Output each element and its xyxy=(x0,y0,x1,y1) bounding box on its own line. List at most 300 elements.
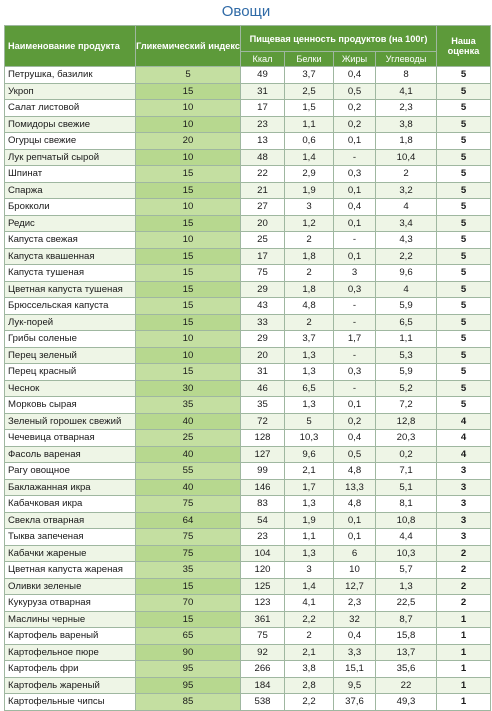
cell-carbs: 5,7 xyxy=(376,562,437,579)
cell-fat: 0,2 xyxy=(334,116,376,133)
cell-fat: 0,1 xyxy=(334,512,376,529)
cell-protein: 1,2 xyxy=(285,215,334,232)
cell-carbs: 20,3 xyxy=(376,430,437,447)
cell-score: 5 xyxy=(437,149,491,166)
cell-score: 2 xyxy=(437,545,491,562)
cell-gi: 95 xyxy=(136,677,241,694)
cell-name: Картофель вареный xyxy=(5,628,136,645)
cell-carbs: 13,7 xyxy=(376,644,437,661)
cell-carbs: 1,3 xyxy=(376,578,437,595)
cell-protein: 6,5 xyxy=(285,380,334,397)
cell-score: 5 xyxy=(437,331,491,348)
cell-protein: 4,8 xyxy=(285,298,334,315)
table-row xyxy=(5,364,491,381)
cell-score: 2 xyxy=(437,578,491,595)
cell-kcal: 92 xyxy=(241,644,285,661)
cell-name: Картофель фри xyxy=(5,661,136,678)
cell-carbs: 9,6 xyxy=(376,265,437,282)
cell-gi: 90 xyxy=(136,644,241,661)
cell-protein: 2,1 xyxy=(285,463,334,480)
cell-name: Редис xyxy=(5,215,136,232)
cell-name: Чеснок xyxy=(5,380,136,397)
table-row xyxy=(5,116,491,133)
cell-kcal: 22 xyxy=(241,166,285,183)
cell-kcal: 33 xyxy=(241,314,285,331)
cell-carbs: 5,2 xyxy=(376,380,437,397)
cell-kcal: 123 xyxy=(241,595,285,612)
cell-protein: 1,3 xyxy=(285,364,334,381)
cell-fat: 0,2 xyxy=(334,100,376,117)
cell-score: 3 xyxy=(437,529,491,546)
cell-protein: 4,1 xyxy=(285,595,334,612)
cell-protein: 1,9 xyxy=(285,182,334,199)
table-row xyxy=(5,578,491,595)
cell-gi: 15 xyxy=(136,611,241,628)
cell-gi: 95 xyxy=(136,661,241,678)
cell-name: Картофель жареный xyxy=(5,677,136,694)
cell-gi: 10 xyxy=(136,149,241,166)
cell-gi: 10 xyxy=(136,116,241,133)
cell-name: Картофельные чипсы xyxy=(5,694,136,711)
cell-name: Морковь сырая xyxy=(5,397,136,414)
cell-fat: 0,3 xyxy=(334,364,376,381)
cell-kcal: 31 xyxy=(241,364,285,381)
cell-gi: 15 xyxy=(136,314,241,331)
cell-name: Шпинат xyxy=(5,166,136,183)
cell-protein: 3,7 xyxy=(285,331,334,348)
table-row xyxy=(5,265,491,282)
cell-name: Маслины черные xyxy=(5,611,136,628)
cell-name: Картофельное пюре xyxy=(5,644,136,661)
cell-fat: 10 xyxy=(334,562,376,579)
table-row xyxy=(5,199,491,216)
cell-score: 3 xyxy=(437,496,491,513)
cell-kcal: 17 xyxy=(241,248,285,265)
header-gi: Гликемический индекс xyxy=(136,26,241,67)
table-row xyxy=(5,496,491,513)
cell-protein: 2,1 xyxy=(285,644,334,661)
cell-score: 5 xyxy=(437,166,491,183)
cell-score: 2 xyxy=(437,562,491,579)
cell-name: Огурцы свежие xyxy=(5,133,136,150)
cell-kcal: 29 xyxy=(241,281,285,298)
cell-gi: 5 xyxy=(136,67,241,84)
cell-carbs: 8 xyxy=(376,67,437,84)
cell-fat: 0,5 xyxy=(334,446,376,463)
cell-name: Лук-порей xyxy=(5,314,136,331)
cell-score: 1 xyxy=(437,677,491,694)
cell-carbs: 5,9 xyxy=(376,298,437,315)
cell-gi: 40 xyxy=(136,479,241,496)
cell-carbs: 4,3 xyxy=(376,232,437,249)
cell-score: 5 xyxy=(437,347,491,364)
cell-name: Петрушка, базилик xyxy=(5,67,136,84)
cell-protein: 1,7 xyxy=(285,479,334,496)
cell-kcal: 75 xyxy=(241,628,285,645)
cell-carbs: 2,3 xyxy=(376,100,437,117)
cell-kcal: 538 xyxy=(241,694,285,711)
cell-gi: 10 xyxy=(136,232,241,249)
cell-gi: 64 xyxy=(136,512,241,529)
table-row xyxy=(5,397,491,414)
cell-score: 5 xyxy=(437,83,491,100)
cell-fat: 37,6 xyxy=(334,694,376,711)
header-protein: Белки xyxy=(285,52,334,67)
cell-score: 5 xyxy=(437,67,491,84)
cell-gi: 15 xyxy=(136,578,241,595)
cell-name: Кабачки жареные xyxy=(5,545,136,562)
cell-fat: 0,1 xyxy=(334,248,376,265)
cell-carbs: 10,4 xyxy=(376,149,437,166)
cell-protein: 1,9 xyxy=(285,512,334,529)
cell-score: 5 xyxy=(437,116,491,133)
cell-kcal: 17 xyxy=(241,100,285,117)
cell-name: Перец красный xyxy=(5,364,136,381)
cell-carbs: 49,3 xyxy=(376,694,437,711)
cell-protein: 5 xyxy=(285,413,334,430)
table-row xyxy=(5,479,491,496)
cell-score: 5 xyxy=(437,199,491,216)
cell-fat: 12,7 xyxy=(334,578,376,595)
table-row xyxy=(5,166,491,183)
cell-score: 2 xyxy=(437,595,491,612)
cell-name: Капуста тушеная xyxy=(5,265,136,282)
cell-gi: 15 xyxy=(136,166,241,183)
table-row xyxy=(5,694,491,711)
cell-protein: 2,2 xyxy=(285,611,334,628)
cell-protein: 1,3 xyxy=(285,397,334,414)
cell-name: Брюссельская капуста xyxy=(5,298,136,315)
cell-carbs: 2,2 xyxy=(376,248,437,265)
cell-name: Цветная капуста жареная xyxy=(5,562,136,579)
cell-kcal: 23 xyxy=(241,116,285,133)
cell-protein: 1,1 xyxy=(285,116,334,133)
cell-kcal: 72 xyxy=(241,413,285,430)
cell-carbs: 8,7 xyxy=(376,611,437,628)
cell-score: 5 xyxy=(437,281,491,298)
cell-carbs: 5,9 xyxy=(376,364,437,381)
cell-kcal: 27 xyxy=(241,199,285,216)
table-row xyxy=(5,100,491,117)
table-row xyxy=(5,215,491,232)
table-row xyxy=(5,314,491,331)
cell-name: Капуста квашенная xyxy=(5,248,136,265)
cell-carbs: 7,1 xyxy=(376,463,437,480)
cell-carbs: 5,1 xyxy=(376,479,437,496)
cell-name: Оливки зеленые xyxy=(5,578,136,595)
cell-score: 1 xyxy=(437,694,491,711)
cell-gi: 25 xyxy=(136,430,241,447)
cell-score: 5 xyxy=(437,314,491,331)
cell-score: 5 xyxy=(437,397,491,414)
cell-kcal: 104 xyxy=(241,545,285,562)
cell-score: 1 xyxy=(437,611,491,628)
cell-protein: 2,9 xyxy=(285,166,334,183)
cell-gi: 55 xyxy=(136,463,241,480)
cell-kcal: 75 xyxy=(241,265,285,282)
cell-gi: 15 xyxy=(136,281,241,298)
cell-name: Тыква запеченая xyxy=(5,529,136,546)
cell-gi: 75 xyxy=(136,529,241,546)
cell-carbs: 4,1 xyxy=(376,83,437,100)
table-row xyxy=(5,512,491,529)
cell-gi: 75 xyxy=(136,545,241,562)
cell-protein: 3 xyxy=(285,562,334,579)
cell-protein: 2,5 xyxy=(285,83,334,100)
table-row xyxy=(5,628,491,645)
cell-fat: 15,1 xyxy=(334,661,376,678)
cell-score: 5 xyxy=(437,380,491,397)
cell-protein: 2 xyxy=(285,232,334,249)
cell-protein: 2 xyxy=(285,628,334,645)
cell-fat: 0,4 xyxy=(334,430,376,447)
cell-carbs: 7,2 xyxy=(376,397,437,414)
cell-carbs: 2 xyxy=(376,166,437,183)
table-row xyxy=(5,529,491,546)
cell-kcal: 99 xyxy=(241,463,285,480)
cell-fat: 6 xyxy=(334,545,376,562)
cell-fat: 0,1 xyxy=(334,529,376,546)
cell-kcal: 25 xyxy=(241,232,285,249)
cell-gi: 30 xyxy=(136,380,241,397)
cell-fat: 0,5 xyxy=(334,83,376,100)
cell-kcal: 128 xyxy=(241,430,285,447)
cell-fat: 2,3 xyxy=(334,595,376,612)
cell-kcal: 266 xyxy=(241,661,285,678)
cell-carbs: 3,2 xyxy=(376,182,437,199)
cell-protein: 3,8 xyxy=(285,661,334,678)
cell-carbs: 8,1 xyxy=(376,496,437,513)
cell-gi: 15 xyxy=(136,265,241,282)
header-name: Наименование продукта xyxy=(5,26,136,67)
cell-name: Лук репчатый сырой xyxy=(5,149,136,166)
cell-score: 5 xyxy=(437,248,491,265)
header-nutrition: Пищевая ценность продуктов (на 100г) xyxy=(241,26,437,52)
cell-gi: 70 xyxy=(136,595,241,612)
cell-carbs: 10,3 xyxy=(376,545,437,562)
cell-fat: 0,1 xyxy=(334,182,376,199)
cell-carbs: 4,4 xyxy=(376,529,437,546)
table-row xyxy=(5,380,491,397)
cell-score: 5 xyxy=(437,232,491,249)
cell-score: 1 xyxy=(437,644,491,661)
cell-protein: 1,3 xyxy=(285,347,334,364)
cell-fat: 1,7 xyxy=(334,331,376,348)
cell-score: 5 xyxy=(437,100,491,117)
table-row xyxy=(5,281,491,298)
cell-fat: 0,4 xyxy=(334,628,376,645)
cell-kcal: 49 xyxy=(241,67,285,84)
cell-fat: 3 xyxy=(334,265,376,282)
table-row xyxy=(5,298,491,315)
cell-protein: 0,6 xyxy=(285,133,334,150)
cell-score: 4 xyxy=(437,430,491,447)
table-row xyxy=(5,133,491,150)
cell-carbs: 12,8 xyxy=(376,413,437,430)
cell-name: Укроп xyxy=(5,83,136,100)
header-carbs: Углеводы xyxy=(376,52,437,67)
cell-score: 4 xyxy=(437,446,491,463)
table-row xyxy=(5,463,491,480)
cell-score: 1 xyxy=(437,628,491,645)
cell-fat: 0,4 xyxy=(334,199,376,216)
cell-kcal: 48 xyxy=(241,149,285,166)
table-row xyxy=(5,595,491,612)
table-row xyxy=(5,677,491,694)
header-fat: Жиры xyxy=(334,52,376,67)
cell-score: 5 xyxy=(437,298,491,315)
table-row xyxy=(5,347,491,364)
header-kcal: Ккал xyxy=(241,52,285,67)
cell-kcal: 31 xyxy=(241,83,285,100)
cell-fat: - xyxy=(334,347,376,364)
cell-score: 5 xyxy=(437,215,491,232)
cell-carbs: 1,8 xyxy=(376,133,437,150)
cell-carbs: 6,5 xyxy=(376,314,437,331)
cell-carbs: 1,1 xyxy=(376,331,437,348)
cell-name: Баклажанная икра xyxy=(5,479,136,496)
cell-protein: 1,4 xyxy=(285,149,334,166)
cell-protein: 2 xyxy=(285,314,334,331)
cell-score: 4 xyxy=(437,413,491,430)
cell-kcal: 120 xyxy=(241,562,285,579)
cell-protein: 1,5 xyxy=(285,100,334,117)
cell-fat: - xyxy=(334,149,376,166)
cell-fat: 9,5 xyxy=(334,677,376,694)
cell-protein: 1,8 xyxy=(285,248,334,265)
cell-kcal: 46 xyxy=(241,380,285,397)
cell-kcal: 21 xyxy=(241,182,285,199)
cell-score: 3 xyxy=(437,512,491,529)
cell-fat: 0,1 xyxy=(334,397,376,414)
header-score: Наша оценка xyxy=(437,26,491,67)
cell-name: Спаржа xyxy=(5,182,136,199)
page-title: Овощи xyxy=(221,3,271,20)
table-row xyxy=(5,67,491,84)
cell-fat: 0,3 xyxy=(334,281,376,298)
cell-gi: 10 xyxy=(136,347,241,364)
cell-gi: 10 xyxy=(136,331,241,348)
cell-fat: 13,3 xyxy=(334,479,376,496)
cell-carbs: 22,5 xyxy=(376,595,437,612)
cell-score: 5 xyxy=(437,265,491,282)
cell-protein: 1,3 xyxy=(285,545,334,562)
cell-kcal: 146 xyxy=(241,479,285,496)
cell-carbs: 22 xyxy=(376,677,437,694)
cell-protein: 2,2 xyxy=(285,694,334,711)
cell-name: Салат листовой xyxy=(5,100,136,117)
cell-gi: 75 xyxy=(136,496,241,513)
cell-protein: 3 xyxy=(285,199,334,216)
cell-fat: - xyxy=(334,298,376,315)
cell-name: Чечевица отварная xyxy=(5,430,136,447)
cell-gi: 35 xyxy=(136,397,241,414)
cell-carbs: 15,8 xyxy=(376,628,437,645)
cell-protein: 1,3 xyxy=(285,496,334,513)
cell-fat: - xyxy=(334,232,376,249)
cell-name: Капуста свежая xyxy=(5,232,136,249)
cell-carbs: 5,3 xyxy=(376,347,437,364)
cell-carbs: 3,4 xyxy=(376,215,437,232)
cell-fat: 32 xyxy=(334,611,376,628)
cell-gi: 65 xyxy=(136,628,241,645)
cell-protein: 2 xyxy=(285,265,334,282)
cell-protein: 1,1 xyxy=(285,529,334,546)
cell-carbs: 35,6 xyxy=(376,661,437,678)
cell-kcal: 83 xyxy=(241,496,285,513)
cell-name: Кабачковая икра xyxy=(5,496,136,513)
cell-score: 5 xyxy=(437,133,491,150)
cell-score: 3 xyxy=(437,463,491,480)
cell-kcal: 29 xyxy=(241,331,285,348)
table-row xyxy=(5,248,491,265)
cell-kcal: 35 xyxy=(241,397,285,414)
cell-name: Зеленый горошек свежий xyxy=(5,413,136,430)
cell-kcal: 43 xyxy=(241,298,285,315)
table-row xyxy=(5,562,491,579)
cell-carbs: 10,8 xyxy=(376,512,437,529)
cell-fat: 0,2 xyxy=(334,413,376,430)
cell-carbs: 4 xyxy=(376,281,437,298)
cell-name: Грибы соленые xyxy=(5,331,136,348)
cell-fat: 0,3 xyxy=(334,166,376,183)
cell-kcal: 23 xyxy=(241,529,285,546)
cell-fat: - xyxy=(334,380,376,397)
table-row xyxy=(5,446,491,463)
cell-fat: 0,1 xyxy=(334,133,376,150)
cell-gi: 15 xyxy=(136,182,241,199)
cell-kcal: 125 xyxy=(241,578,285,595)
cell-protein: 1,4 xyxy=(285,578,334,595)
table-row xyxy=(5,83,491,100)
cell-kcal: 184 xyxy=(241,677,285,694)
cell-protein: 10,3 xyxy=(285,430,334,447)
cell-name: Свекла отварная xyxy=(5,512,136,529)
cell-name: Брокколи xyxy=(5,199,136,216)
cell-name: Цветная капуста тушеная xyxy=(5,281,136,298)
cell-gi: 10 xyxy=(136,199,241,216)
cell-kcal: 127 xyxy=(241,446,285,463)
table-row xyxy=(5,182,491,199)
cell-fat: 3,3 xyxy=(334,644,376,661)
cell-gi: 15 xyxy=(136,298,241,315)
cell-gi: 15 xyxy=(136,215,241,232)
table-row xyxy=(5,331,491,348)
vegetables-table xyxy=(4,25,491,711)
cell-gi: 10 xyxy=(136,100,241,117)
cell-fat: 0,1 xyxy=(334,215,376,232)
cell-carbs: 0,2 xyxy=(376,446,437,463)
cell-name: Помидоры свежие xyxy=(5,116,136,133)
table-row xyxy=(5,430,491,447)
cell-kcal: 13 xyxy=(241,133,285,150)
cell-fat: 0,4 xyxy=(334,67,376,84)
table-row xyxy=(5,644,491,661)
table-row xyxy=(5,149,491,166)
cell-gi: 40 xyxy=(136,413,241,430)
cell-fat: 4,8 xyxy=(334,496,376,513)
table-row xyxy=(5,661,491,678)
cell-score: 5 xyxy=(437,364,491,381)
cell-kcal: 20 xyxy=(241,215,285,232)
table-row xyxy=(5,611,491,628)
table-row xyxy=(5,545,491,562)
cell-carbs: 3,8 xyxy=(376,116,437,133)
cell-protein: 1,8 xyxy=(285,281,334,298)
cell-score: 5 xyxy=(437,182,491,199)
cell-gi: 40 xyxy=(136,446,241,463)
cell-name: Кукуруза отварная xyxy=(5,595,136,612)
